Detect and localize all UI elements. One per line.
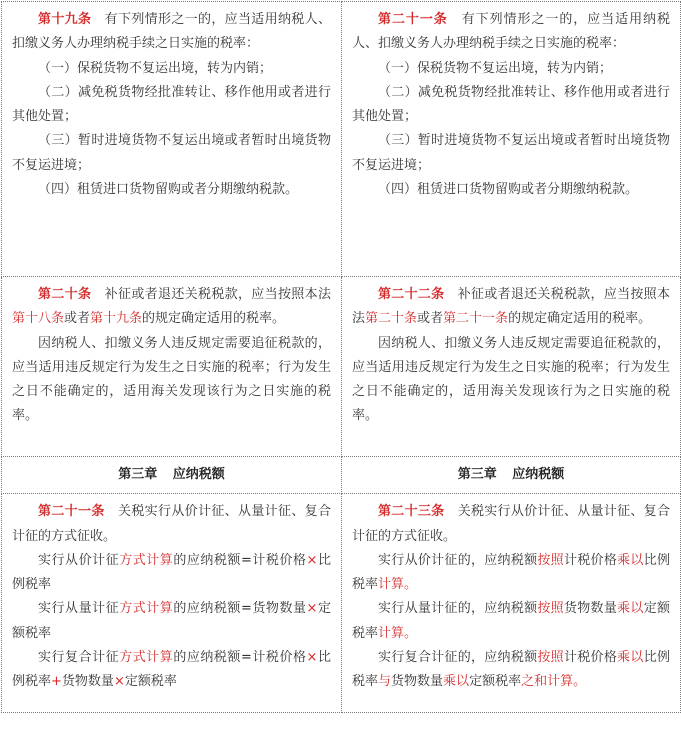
highlight-text: 乘以: [443, 674, 470, 690]
clause-text: 关税实行从价计征、从量计征、复合计征的方式征收。: [352, 504, 670, 544]
highlight-text: 与: [378, 674, 392, 690]
clause-paragraph: [12, 332, 331, 429]
highlight-text: ×: [113, 674, 125, 690]
clause-text: 实行复合计征: [38, 650, 120, 666]
clause-text: （二）减免税货物经批准转让、移作他用或者进行其他处置；: [12, 84, 331, 125]
clause-paragraph: [352, 8, 670, 57]
clause-paragraph: [352, 549, 670, 598]
clause-text: （三）暂时进境货物不复运出境或者暂时出境货物不复运进境；: [352, 133, 670, 173]
clause-text: 比例税率: [352, 650, 670, 690]
clause-text: （四）租赁进口货物留购或者分期缴纳税款。: [38, 182, 299, 198]
clause-paragraph: [352, 57, 670, 81]
clause-text: 关税实行从价计征、从量计征、复合计征的方式征收。: [12, 504, 331, 544]
highlight-text: 第十九条: [90, 311, 143, 327]
clause-text: 比例税率: [352, 552, 670, 593]
highlight-text: 第二十条: [365, 311, 418, 327]
clause-text: 计税价格: [563, 650, 618, 666]
clause-text: 实行从量计征: [38, 601, 120, 617]
highlight-text: ×: [306, 650, 318, 666]
clause-text: 货物数量: [391, 674, 444, 690]
clause-text: 的应纳税额=计税价格: [173, 650, 307, 666]
clause-text: 定额税率: [352, 601, 670, 641]
clause-paragraph: [12, 597, 331, 646]
highlight-text: 之和计算。: [521, 674, 587, 690]
clause-paragraph: [352, 646, 670, 695]
clause-text: 实行从价计征的，应纳税额: [378, 552, 538, 568]
chapter-row: [2, 457, 681, 494]
clause-paragraph: [12, 57, 331, 81]
table-row: [2, 494, 681, 713]
clause-paragraph: [352, 332, 670, 429]
clause-paragraph: [12, 646, 331, 695]
table-row: [2, 277, 681, 457]
clause-text: 实行复合计征的，应纳税额: [378, 650, 538, 666]
highlight-text: 方式计算: [119, 552, 174, 568]
article-number: 第二十三条: [378, 504, 445, 520]
clause-text: 有下列情形之一的，应当适用纳税人、扣缴义务人办理纳税手续之日实施的税率：: [352, 12, 670, 52]
highlight-text: ×: [306, 552, 318, 568]
clause-paragraph: [352, 597, 670, 646]
highlight-text: 方式计算: [119, 601, 174, 617]
clause-text: （三）暂时进境货物不复运出境或者暂时出境货物不复运进境；: [12, 133, 331, 173]
clause-paragraph: [12, 549, 331, 598]
clause-paragraph: [352, 129, 670, 178]
article-number: 第二十一条: [38, 504, 105, 520]
article-number: 第二十条: [38, 287, 92, 302]
clause-text: 的规定确定适用的税率。: [508, 311, 652, 327]
article-number: 第二十一条: [378, 12, 448, 27]
left-cell: [2, 494, 342, 713]
clause-text: 补征或者退还关税税款，应当按照本法: [91, 287, 331, 302]
clause-text: 定额税率: [124, 674, 177, 690]
clause-text: 补征或者退还关税税款，应当按照本法: [352, 287, 670, 327]
clause-paragraph: [12, 81, 331, 130]
left-cell: [2, 2, 342, 277]
left-cell: [2, 277, 342, 457]
highlight-text: 按照: [537, 552, 564, 568]
chapter-heading-right: [342, 457, 681, 494]
clause-text: 或者: [64, 311, 91, 327]
clause-paragraph: [12, 8, 331, 57]
highlight-text: 计算。: [378, 625, 418, 641]
clause-text: 的应纳税额=货物数量: [173, 601, 307, 617]
highlight-text: 按照: [537, 601, 564, 617]
right-cell: [342, 2, 681, 277]
table-row: [2, 2, 681, 277]
right-cell: [342, 494, 681, 713]
clause-text: 或者: [417, 311, 444, 327]
clause-text: 货物数量: [61, 674, 114, 690]
clause-paragraph: [12, 283, 331, 332]
highlight-text: ×: [306, 601, 318, 617]
clause-paragraph: [352, 178, 670, 202]
highlight-text: 方式计算: [119, 650, 174, 666]
clause-paragraph: [352, 500, 670, 549]
highlight-text: 第十八条: [12, 311, 65, 327]
clause-paragraph: [352, 283, 670, 332]
clause-text: 计税价格: [563, 552, 618, 568]
clause-text: 比例税率: [12, 552, 331, 593]
clause-text: 的规定确定适用的税率。: [142, 311, 286, 327]
highlight-text: 乘以: [617, 552, 644, 568]
highlight-text: 计算。: [378, 577, 418, 593]
clause-text: （一）保税货物不复运出境，转为内销；: [38, 60, 273, 76]
clause-text: 实行从量计征的，应纳税额: [378, 601, 538, 617]
clause-text: 定额税率: [469, 674, 522, 690]
highlight-text: 按照: [537, 650, 564, 666]
right-cell: [342, 277, 681, 457]
clause-text: （一）保税货物不复运出境，转为内销；: [378, 60, 613, 76]
chapter-number: 第三章: [457, 467, 497, 482]
clause-text: 有下列情形之一的，应当适用纳税人、扣缴义务人办理纳税手续之日实施的税率：: [12, 12, 331, 52]
clause-paragraph: [12, 500, 331, 549]
clause-text: 因纳税人、扣缴义务人违反规定需要追征税款的，应当适用违反规定行为发生之日实施的税率；行为发生之日不能确定的，适用海关发现该行为之日实施的税率。: [352, 335, 670, 424]
highlight-text: +: [51, 674, 62, 690]
clause-text: 比例税率: [12, 650, 331, 690]
chapter-number: 第三章: [118, 467, 158, 482]
chapter-heading-left: [2, 457, 342, 494]
clause-paragraph: [12, 129, 331, 178]
clause-text: 因纳税人、扣缴义务人违反规定需要追征税款的，应当适用违反规定行为发生之日实施的税率；行为发生之日不能确定的，适用海关发现该行为之日实施的税率。: [12, 335, 331, 424]
highlight-text: 乘以: [617, 650, 644, 666]
chapter-title: 应纳税额: [172, 467, 225, 482]
highlight-text: 乘以: [617, 601, 644, 617]
clause-paragraph: [352, 81, 670, 130]
clause-text: 货物数量: [563, 601, 618, 617]
clause-paragraph: [12, 178, 331, 202]
article-number: 第二十二条: [378, 287, 445, 302]
clause-text: 定额税率: [12, 601, 331, 641]
chapter-title: 应纳税额: [512, 467, 565, 482]
article-number: 第十九条: [38, 12, 92, 27]
clause-text: 实行从价计征: [38, 552, 120, 568]
comparison-table: [1, 1, 681, 713]
highlight-text: 第二十一条: [443, 311, 509, 327]
clause-text: 的应纳税额=计税价格: [173, 552, 307, 568]
clause-text: （四）租赁进口货物留购或者分期缴纳税款。: [378, 182, 639, 198]
clause-text: （二）减免税货物经批准转让、移作他用或者进行其他处置；: [352, 84, 670, 125]
